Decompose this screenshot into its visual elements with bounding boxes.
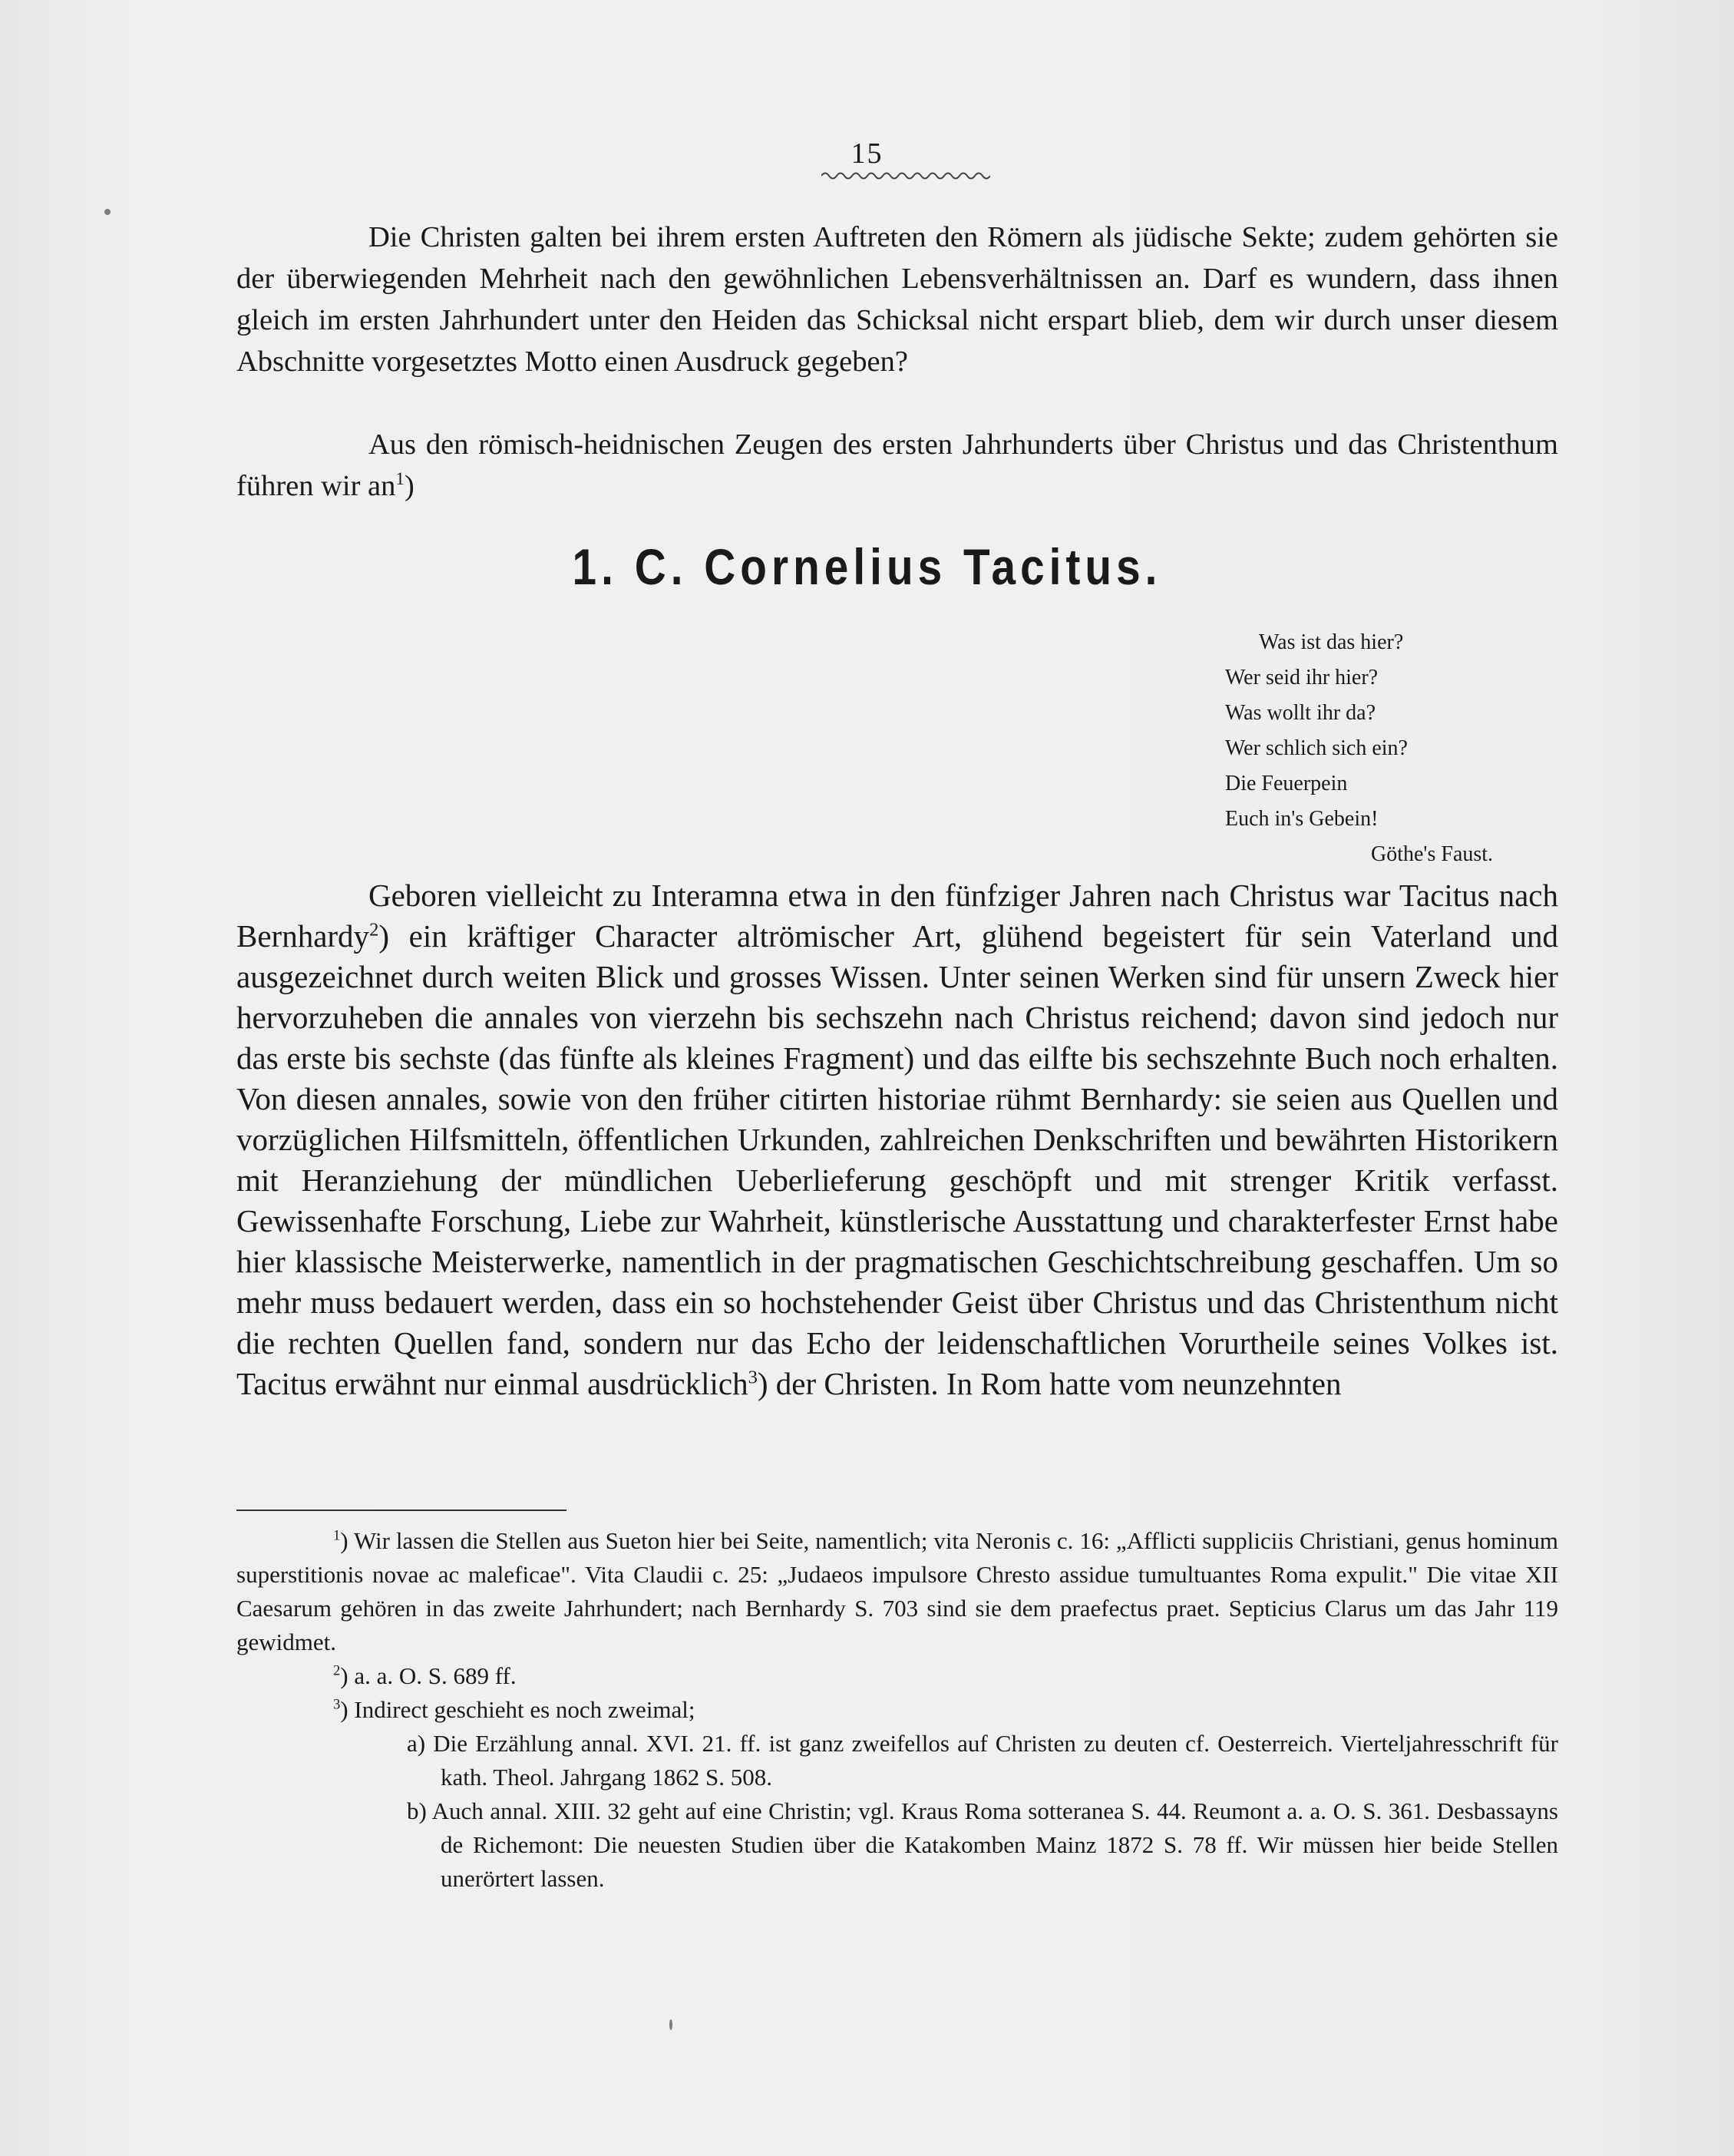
- body-text-b: ) ein kräftiger Character altrömischer Art, glühend begeistert für sein Vaterland und ausgezeichnet durch weiten Blick und grosses Wissen. Unter seinen Werken sind für unsern Zweck hier hervorzuheben die annales von vierzehn bis sechszehn nach Christus reichend; davon sind jedoch nur das erste bis sechste (das fünfte als kleines Fragment) und das eilfte bis sechszehnte Buch noch erhalten. Von diesen annales, sowie von den früher citirten historiae rühmt Bernhardy: sie seien aus Quellen und vorzüglichen Hilfsmitteln, öffentlichen Urkunden, zahlreichen Denkschriften und bewährten Historikern mit Heranziehung der mündlichen Ueberlieferung geschöpft und mit strenger Kritik verfasst. Gewissenhafte Forschung, Liebe zur Wahrheit, künstlerische Ausstattung und charakterfester Ernst habe hier klassische Meisterwerke, namentlich in der pragmatischen Geschichtschreibung geschaffen. Um so mehr muss bedauert werden, dass ein so hochstehender Geist über Christus und das Christenthum nicht die rechten Quellen fand, sondern nur das Echo der leidenschaftlichen Vorurtheile seines Volkes ist. Tacitus erwähnt nur einmal ausdrücklich: [236, 918, 1558, 1401]
- wavy-ornament: [821, 170, 990, 181]
- footnote-3: [236, 1693, 1558, 1727]
- intro-paragraph-2: [236, 424, 1558, 507]
- footnote-ref-1: 1: [395, 468, 405, 489]
- footnote-3-text: ) Indirect geschieht es noch zweimal;: [340, 1696, 695, 1723]
- motto-line: Was wollt ihr da?: [1225, 701, 1376, 725]
- motto-line: Euch in's Gebein!: [1225, 807, 1379, 831]
- paper-speck: [669, 2019, 672, 2030]
- intro-paragraph-2-text: Aus den römisch-heidnischen Zeugen des ersten Jahrhunderts über Christus und das Christenthum führen wir an: [236, 428, 1558, 502]
- intro-paragraph-1: Die Christen galten bei ihrem ersten Auftreten den Römern als jüdische Sekte; zudem gehörten sie der überwiegenden Mehrheit nach den gewöhnlichen Lebensverhältnissen an. Darf es wundern, dass ihnen gleich im ersten Jahrhundert unter den Heiden das Schicksal nicht erspart blieb, dem wir durch unser diesem Abschnitte vorgesetztes Motto einen Ausdruck gegeben?: [236, 221, 1558, 378]
- motto: [1197, 625, 1535, 872]
- footnote-ref-1-paren: ): [404, 470, 415, 502]
- footnote-1: [236, 1524, 1558, 1659]
- footnote-2: [236, 1659, 1558, 1693]
- footnote-1-text: ) Wir lassen die Stellen aus Sueton hier bei Seite, namentlich; vita Neronis c. 16: „Afflicti suppliciis Christiani, genus hominum superstitionis novae ac maleficae". Vita Claudii c. 25: „Judaeos impulsore Chresto assidue tumultuantes Roma expulit." Die vitae XII Caesarum gehören in das zweite Jahrhundert; nach Bernhardy S. 703 sind sie dem praefectus praet. Septicius Clarus um das Jahr 119 gewidmet.: [236, 1527, 1558, 1655]
- body-paragraph: [236, 875, 1558, 1404]
- footnote-3-mark: 3: [333, 1696, 341, 1713]
- footnote-3b: b) Auch annal. XIII. 32 geht auf eine Christin; vgl. Kraus Roma sotteranea S. 44. Reumont a. a. O. S. 361. Desbassayns de Richemont: Die neuesten Studien über die Katakomben Mainz 1872 S. 78 ff. Wir müssen hier beide Stellen unerörtert lassen.: [407, 1797, 1558, 1892]
- footnote-ref-3: 3: [748, 1367, 758, 1388]
- footnote-2-text: ) a. a. O. S. 689 ff.: [340, 1662, 517, 1689]
- footnote-1-mark: 1: [333, 1527, 341, 1544]
- footnotes: [236, 1524, 1558, 1896]
- motto-line: Die Feuerpein: [1225, 772, 1348, 795]
- footnote-ref-2: 2: [369, 919, 379, 941]
- motto-line: Wer schlich sich ein?: [1225, 736, 1408, 760]
- motto-line: Wer seid ihr hier?: [1225, 666, 1379, 689]
- page-number: 15: [850, 137, 884, 170]
- motto-source: Göthe's Faust.: [1371, 842, 1494, 866]
- footnote-3a: a) Die Erzählung annal. XVI. 21. ff. ist ganz zweifellos auf Christen zu deuten cf. Oesterreich. Vierteljahresschrift für kath. Theol. Jahrgang 1862 S. 508.: [407, 1730, 1558, 1791]
- footnote-2-mark: 2: [333, 1662, 341, 1679]
- section-heading: 1. C. Cornelius Tacitus.: [572, 538, 1162, 595]
- footnote-rule: [236, 1510, 566, 1511]
- body-text-c: ) der Christen. In Rom hatte vom neunzehnten: [757, 1366, 1342, 1401]
- paper-speck: [104, 209, 111, 215]
- motto-line: Was ist das hier?: [1259, 630, 1404, 654]
- body-text-a: Geboren vielleicht zu Interamna etwa in den fünfziger Jahren nach Christus war Tacitus nach Bernhardy: [236, 878, 1558, 954]
